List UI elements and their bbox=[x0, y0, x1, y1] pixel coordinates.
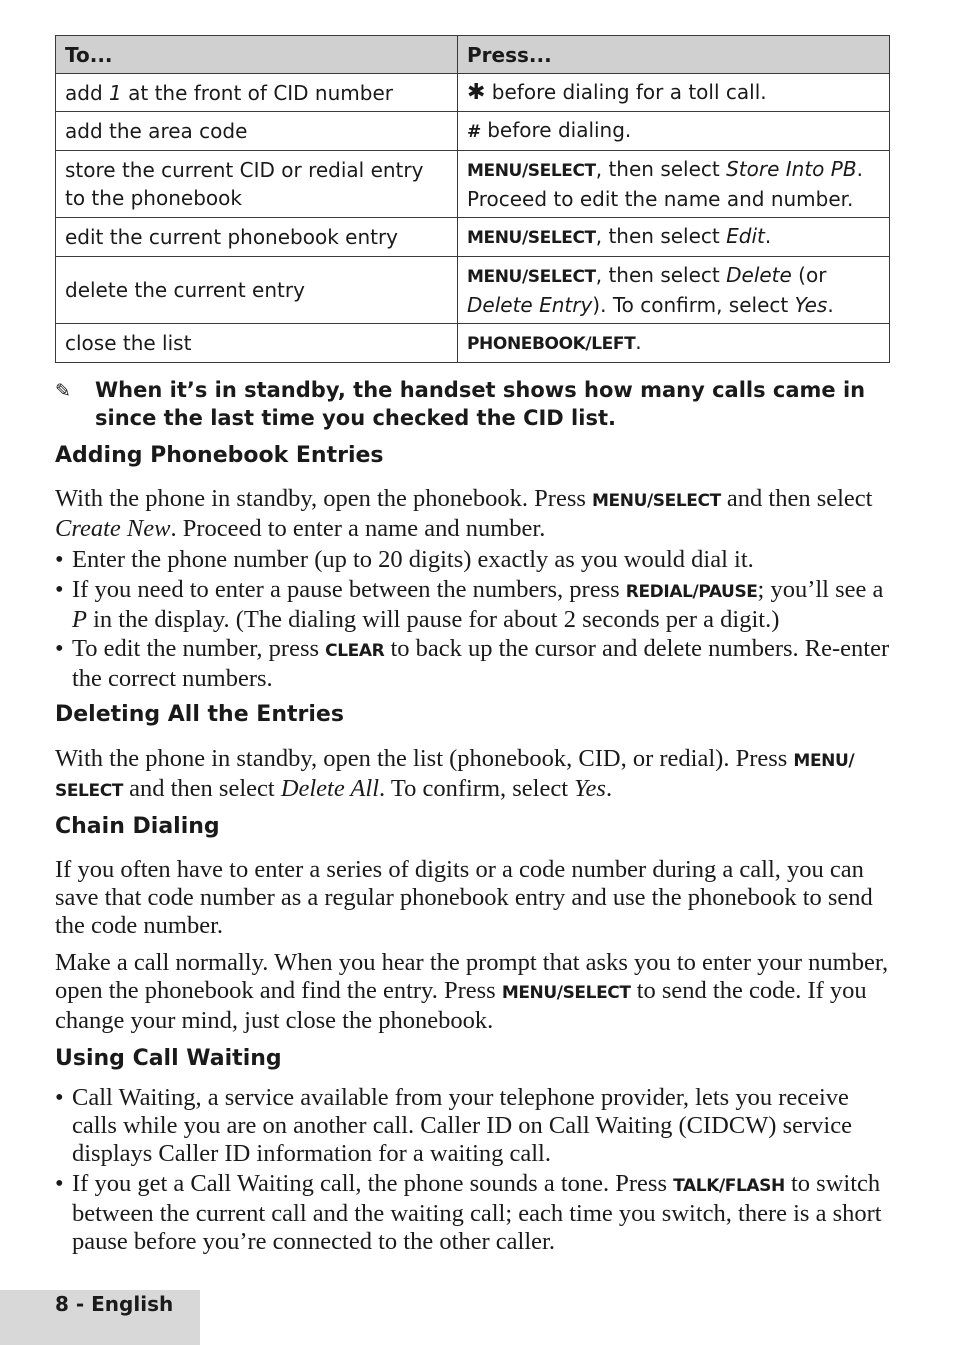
key-label: MENU/SELECT bbox=[467, 161, 596, 181]
key-label: # bbox=[467, 122, 481, 142]
note-pencil-icon: ✎ bbox=[55, 380, 71, 402]
press-cell: MENU/SELECT, then select Edit. bbox=[458, 218, 890, 257]
bullet: • bbox=[55, 576, 64, 603]
table-row bbox=[56, 151, 890, 218]
press-cell: MENU/SELECT, then select Store Into PB. Proceed to edit the name and number. bbox=[458, 151, 890, 218]
key-label: REDIAL/PAUSE bbox=[625, 582, 758, 602]
table-row bbox=[56, 257, 890, 324]
to-cell: add the area code bbox=[56, 112, 458, 151]
table-row bbox=[56, 112, 890, 151]
key-label: MENU/SELECT bbox=[501, 983, 631, 1003]
list-item: • Call Waiting, a service available from your telephone provider, lets you receive calls while you are on another call. Caller ID on Call Waiting (CIDCW) service displays Caller ID information for a waiting call. bbox=[55, 1084, 852, 1167]
bullet: • bbox=[55, 546, 64, 573]
bullet: • bbox=[55, 635, 64, 662]
to-cell: add 1 at the front of CID number bbox=[56, 74, 458, 112]
key-label: PHONEBOOK/LEFT bbox=[467, 334, 636, 354]
key-label: MENU/SELECT bbox=[592, 491, 721, 511]
heading-chain-dialing: Chain Dialing bbox=[55, 814, 220, 839]
bullet: • bbox=[55, 1170, 64, 1197]
list-item: • If you get a Call Waiting call, the phone sounds a tone. Press TALK/FLASH to switch between the current call and the waiting call; each time you switch, there is a short pause before you’re connected to the other caller. bbox=[55, 1170, 882, 1255]
list-item: • Enter the phone number (up to 20 digits) exactly as you would dial it. bbox=[55, 546, 754, 573]
key-label: CLEAR bbox=[325, 641, 385, 661]
press-cell: MENU/SELECT, then select Delete (or Delete Entry). To confirm, select Yes. bbox=[458, 257, 890, 324]
heading-using-call-waiting: Using Call Waiting bbox=[55, 1046, 282, 1071]
adding-paragraph: With the phone in standby, open the phonebook. Press MENU/SELECT and then select Create New. Proceed to enter a name and number. bbox=[55, 485, 873, 542]
to-cell: edit the current phonebook entry bbox=[56, 218, 458, 257]
bullet: • bbox=[55, 1084, 64, 1111]
table-row bbox=[56, 74, 890, 112]
key-label: MENU/SELECT bbox=[467, 228, 596, 248]
key-label: TALK/FLASH bbox=[673, 1176, 785, 1196]
table-header-row bbox=[56, 36, 890, 74]
note-text: When it’s in standby, the handset shows how many calls came in since the last time you checked the CID list. bbox=[95, 378, 866, 430]
to-cell: delete the current entry bbox=[56, 257, 458, 324]
table-row bbox=[56, 218, 890, 257]
cid-options-table bbox=[55, 35, 890, 363]
press-cell: # before dialing. bbox=[458, 112, 890, 151]
chain-paragraph-1: If you often have to enter a series of digits or a code number during a call, you can save that code number as a regular phonebook entry and use the phonebook to send the code number. bbox=[55, 856, 873, 939]
to-cell: close the list bbox=[56, 324, 458, 363]
list-item: • To edit the number, press CLEAR to back up the cursor and delete numbers. Re-enter the correct numbers. bbox=[55, 635, 890, 692]
chain-paragraph-2: Make a call normally. When you hear the prompt that asks you to enter your number, open the phonebook and find the entry. Press MENU/SELECT to send the code. If you change your mind, just close the phonebook. bbox=[55, 949, 889, 1034]
header-press: Press... bbox=[458, 36, 890, 74]
heading-adding-phonebook-entries: Adding Phonebook Entries bbox=[55, 443, 384, 468]
page-footer bbox=[0, 1290, 200, 1345]
heading-deleting-all-entries: Deleting All the Entries bbox=[55, 702, 344, 727]
list-item: • If you need to enter a pause between the numbers, press REDIAL/PAUSE; you’ll see a P in the display. (The dialing will pause for about 2 seconds per a digit.) bbox=[55, 576, 884, 633]
press-cell: ✱ before dialing for a toll call. bbox=[458, 74, 890, 112]
standby-note bbox=[55, 376, 885, 432]
page-number: 8 - English bbox=[55, 1292, 174, 1316]
deleting-paragraph: With the phone in standby, open the list (phonebook, CID, or redial). Press MENU/ SELECT and then select Delete All. To confirm, select Yes. bbox=[55, 745, 855, 802]
header-to: To... bbox=[56, 36, 458, 74]
key-label: MENU/SELECT bbox=[467, 267, 596, 287]
press-cell: PHONEBOOK/LEFT. bbox=[458, 324, 890, 363]
table-row bbox=[56, 324, 890, 363]
key-label: MENU/ bbox=[793, 751, 855, 771]
star-key-icon: ✱ bbox=[467, 80, 486, 105]
to-cell: store the current CID or redial entry to the phonebook bbox=[56, 151, 458, 218]
key-label: SELECT bbox=[55, 781, 123, 801]
